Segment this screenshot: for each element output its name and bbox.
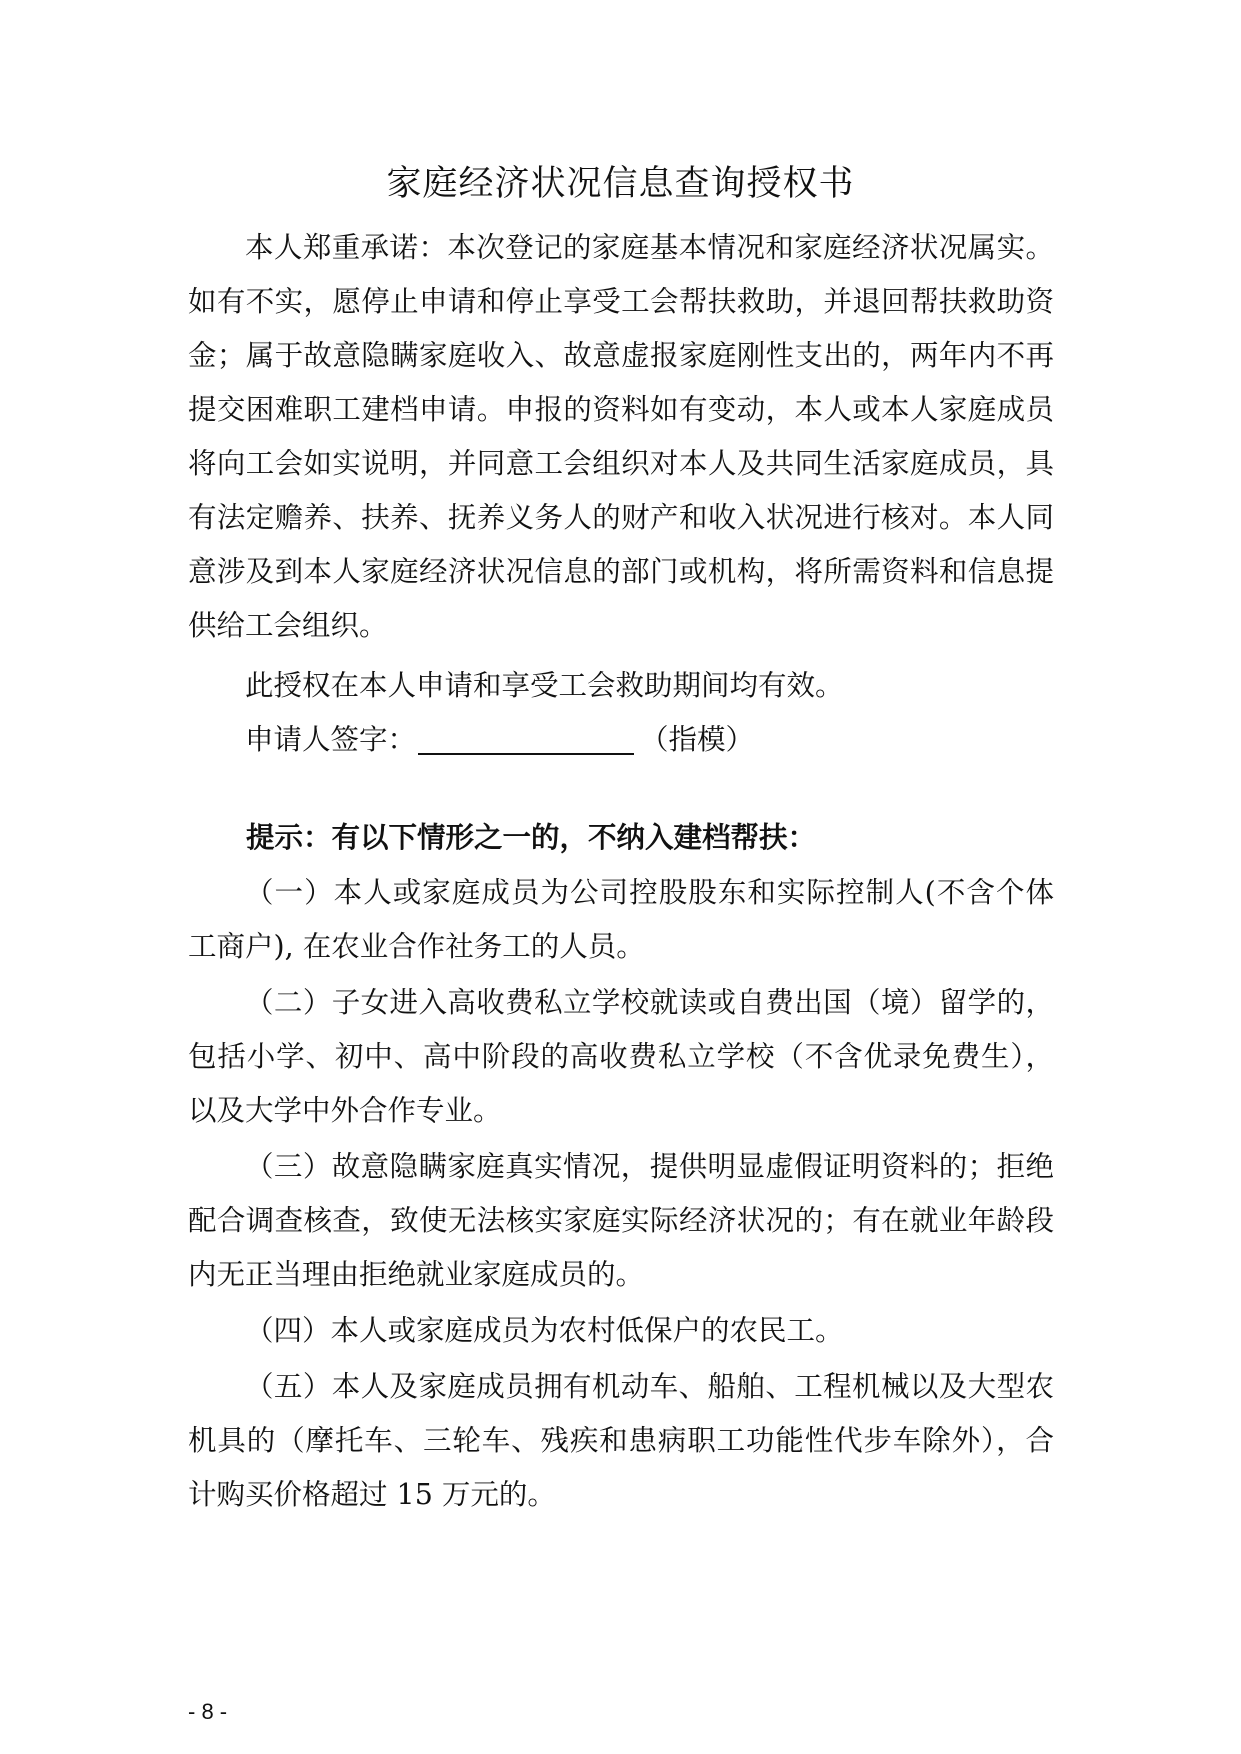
signature-section — [188, 713, 1054, 767]
declaration-paragraph: 本人郑重承诺：本次登记的家庭基本情况和家庭经济状况属实。如有不实，愿停止申请和停止享受工会帮扶救助，并退回帮扶救助资金；属于故意隐瞒家庭收入、故意虚报家庭刚性支出的，两年内不再提交困难职工建档申请。申报的资料如有变动，本人或本人家庭成员将向工会如实说明，并同意工会组织对本人及共同生活家庭成员，具有法定赡养、扶养、抚养义务人的财产和收入状况进行核对。本人同意涉及到本人家庭经济状况信息的部门或机构，将所需资料和信息提供给工会组织。 — [188, 231, 1054, 642]
validity-paragraph: 此授权在本人申请和享受工会救助期间均有效。 — [245, 669, 844, 702]
notice-item: （一）本人或家庭成员为公司控股股东和实际控制人(不含个体工商户), 在农业合作社务工的人员。 — [188, 876, 1054, 963]
page-number: - 8 - — [188, 1699, 228, 1724]
notice-heading: 提示：有以下情形之一的，不纳入建档帮扶： — [246, 821, 817, 854]
signature-line[interactable] — [418, 717, 634, 755]
fingerprint-label: （指模） — [640, 723, 755, 756]
notice-item: （四）本人或家庭成员为农村低保户的农民工。 — [245, 1314, 844, 1347]
declaration-section — [188, 221, 1054, 653]
notice-item: （五）本人及家庭成员拥有机动车、船舶、工程机械以及大型农机具的（摩托车、三轮车、残疾和患病职工功能性代步车除外），合计购买价格超过 15 万元的。 — [188, 1370, 1054, 1511]
signature-row — [188, 713, 1054, 767]
validity-section — [188, 659, 1054, 713]
notice-item: （三）故意隐瞒家庭真实情况，提供明显虚假证明资料的；拒绝配合调查核查，致使无法核实家庭实际经济状况的；有在就业年龄段内无正当理由拒绝就业家庭成员的。 — [188, 1150, 1054, 1291]
document-title: 家庭经济状况信息查询授权书 — [386, 164, 855, 204]
signature-label: 申请人签字： — [245, 723, 417, 756]
notice-list — [188, 866, 1054, 1524]
notice-item: （二）子女进入高收费私立学校就读或自费出国（境）留学的，包括小学、初中、高中阶段的高收费私立学校（不含优录免费生），以及大学中外合作专业。 — [188, 986, 1054, 1127]
